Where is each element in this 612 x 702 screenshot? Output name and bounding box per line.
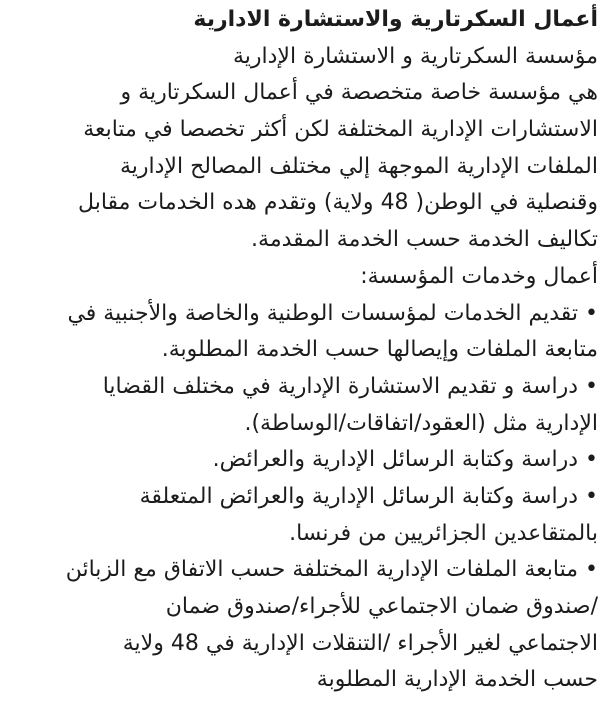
text-line-7: متابعة الملفات وإيصالها حسب الخدمة المطلوبة.	[161, 337, 598, 363]
text-line-4: الملفات الإدارية الموجهة إلي مختلف المصالح الإدارية	[119, 153, 598, 179]
text-line-8: الإدارية مثل (العقود/اتفاقات/الوساطة).	[244, 410, 598, 436]
text-line-6: تكاليف الخدمة حسب الخدمة المقدمة.	[251, 227, 598, 253]
text-line-9: بالمتقاعدين الجزائريين من فرنسا.	[289, 520, 598, 546]
bullet-line-5: • متابعة الملفات الإدارية المختلفة حسب الاتفاق مع الزبائن	[65, 557, 598, 583]
text-line-11: الاجتماعي لغير الأجراء /التنقلات الإدارية في 48 ولاية	[122, 630, 598, 656]
bullet-line-1: • تقديم الخدمات لمؤسسات الوطنية والخاصة والأجنبية في	[67, 300, 598, 326]
text-line-3: الاستشارات الإدارية المختلفة لكن أكثر تخصصا في متابعة	[83, 117, 598, 143]
bullet-line-4: • دراسة وكتابة الرسائل الإدارية والعرائض المتعلقة	[139, 483, 598, 509]
document-body	[8, 2, 598, 699]
bullet-line-3: • دراسة وكتابة الرسائل الإدارية والعرائض.	[212, 447, 598, 473]
text-line-12: حسب الخدمة الإدارية المطلوبة	[316, 667, 598, 693]
bullet-line-2: • دراسة و تقديم الاستشارة الإدارية في مختلف القضايا	[102, 373, 598, 399]
document-title: أعمال السكرتارية والاستشارة الادارية	[193, 7, 598, 32]
text-line-1: مؤسسة السكرتارية و الاستشارة الإدارية	[232, 43, 598, 69]
text-line-2: هي مؤسسة خاصة متخصصة في أعمال السكرتارية و	[120, 80, 598, 106]
services-heading: أعمال وخدمات المؤسسة:	[360, 263, 598, 289]
text-line-10: /صندوق ضمان الاجتماعي للأجراء/صندوق ضمان	[165, 594, 598, 619]
text-line-5: وقنصلية في الوطن( 48 ولاية) وتقدم هده الخدمات مقابل	[78, 190, 598, 216]
